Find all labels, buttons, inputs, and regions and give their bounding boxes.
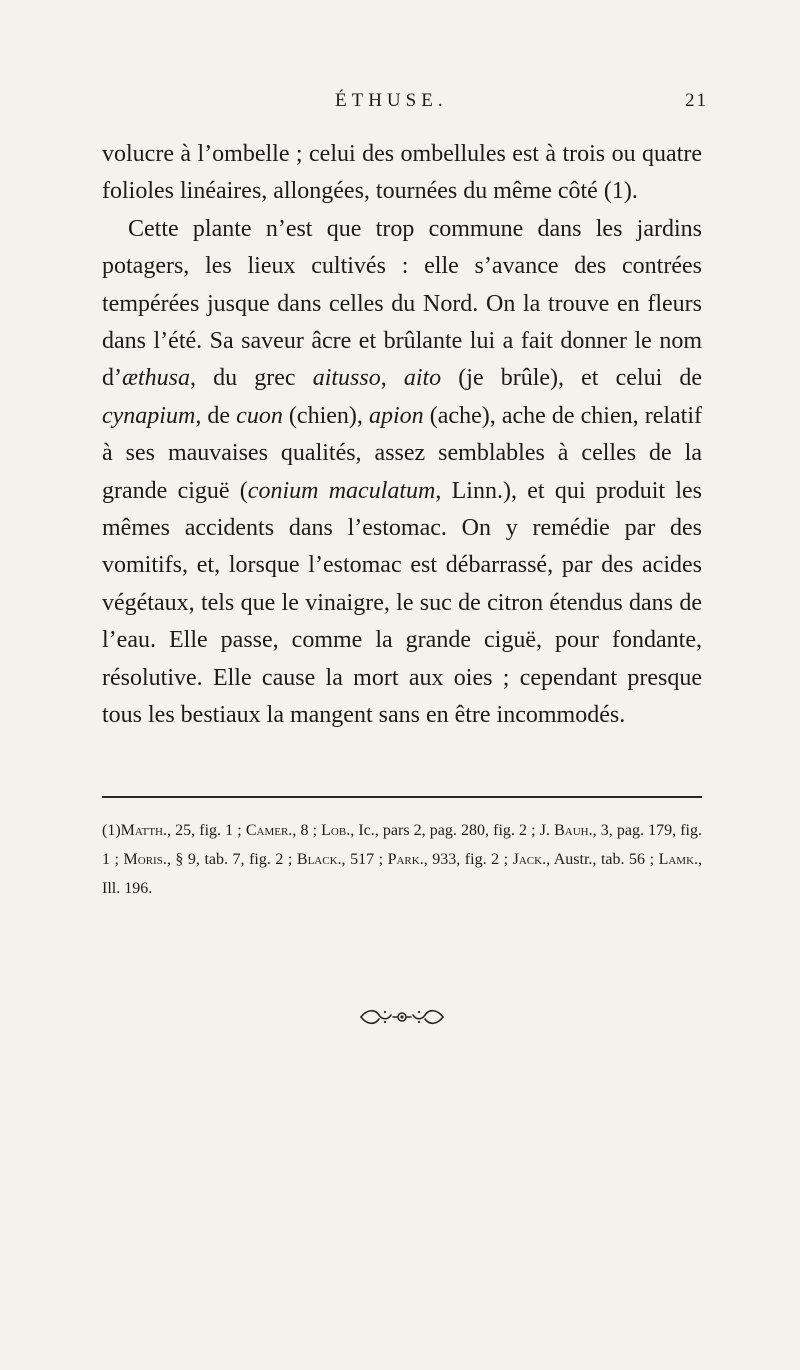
term-aethusa: æthusa	[122, 365, 191, 392]
footnote-number: (1)	[102, 822, 121, 839]
term-cynapium: cynapium	[102, 402, 196, 429]
footnote-divider	[102, 796, 702, 798]
paragraph-description: Cette plante n’est que trop commune dans les jardins potagers, les lieux cultivés : elle s’avance des contrées tempérées jusque dans celles du Nord. On la trouve en fleurs dans l’été. Sa saveur âcre et brûlante lui a fait donner le nom d’æthusa, du grec aitusso, aito (je brûle), et celui de cynapium, de cuon (chien), apion (ache), ache de chien, relatif à ses mauvaises qualités, assez semblables à celles de la grande ciguë (conium maculatum, Linn.), et qui produit les mêmes accidents dans l’estomac. On y remédie par des vomitifs, et, lorsque l’estomac est débarrassé, par des acides végétaux, tels que le vinaigre, le suc de citron étendus dans de l’eau. Elle passe, comme la grande ciguë, pour fondante, résolutive. Elle cause la mort aux oies ; cependant presque tous les bestiaux la mangent sans en être incommodés.	[102, 215, 703, 729]
footnote: (1)Matth., 25, fig. 1 ; Camer., 8 ; Lob., Ic., pars 2, pag. 280, fig. 2 ; J. Bauh., 3, pag. 179, fig. 1 ; Moris., § 9, tab. 7, fig. 2 ; Black., 517 ; Park., 933, fig. 2 ; Jack., Austr., tab. 56 ; Lamk., Ill. 196.	[102, 822, 703, 897]
main-text	[102, 136, 702, 735]
term-cuon: cuon	[236, 402, 283, 429]
term-aito: aito	[403, 365, 442, 392]
tailpiece-ornament-icon	[357, 1006, 447, 1028]
paragraph-continuation: volucre à l’ombelle ; celui des ombellules est à trois ou quatre folioles linéaires, allongées, tournées du même côté (1).	[102, 141, 702, 205]
page-number: 21	[685, 90, 708, 111]
term-apion: apion	[369, 402, 424, 429]
term-aitusso: aitusso	[312, 365, 381, 392]
running-title: ÉTHUSE.	[335, 90, 448, 111]
page-header	[0, 62, 800, 122]
term-conium-maculatum: conium maculatum	[247, 477, 436, 504]
